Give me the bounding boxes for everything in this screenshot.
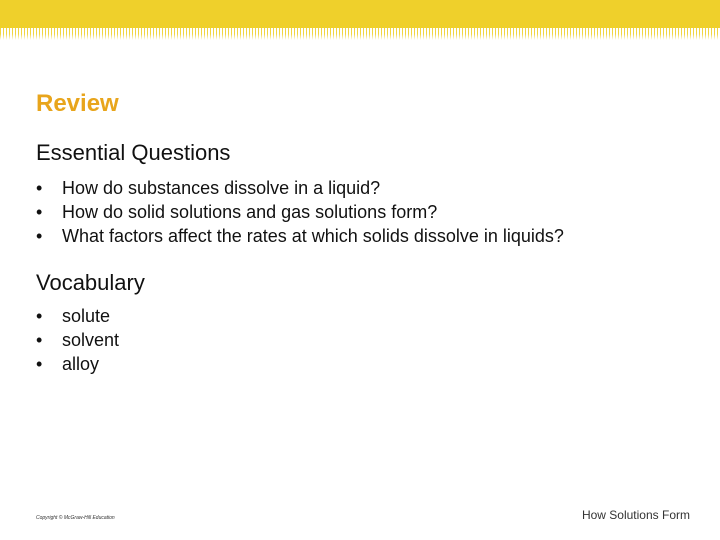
lesson-title-footer: How Solutions Form bbox=[581, 508, 690, 522]
list-item bbox=[36, 224, 564, 248]
header-accent-bar bbox=[0, 0, 720, 28]
list-item-text: solute bbox=[62, 306, 111, 326]
list-item bbox=[36, 200, 564, 224]
vocabulary-heading: Vocabulary bbox=[36, 270, 145, 295]
bullet-icon: • bbox=[36, 202, 43, 222]
list-item-text: What factors affect the rates at which solids dissolve in liquids? bbox=[62, 226, 564, 246]
slide-title: Review bbox=[36, 90, 119, 117]
list-item-text: How do substances dissolve in a liquid? bbox=[62, 178, 381, 198]
bullet-icon: • bbox=[36, 330, 43, 350]
list-item-text: solvent bbox=[62, 330, 120, 350]
list-item bbox=[36, 328, 119, 352]
list-item bbox=[36, 304, 119, 328]
list-item bbox=[36, 176, 564, 200]
copyright-notice: Copyright © McGraw-Hill Education bbox=[36, 515, 115, 521]
list-item bbox=[36, 352, 119, 376]
vocabulary-list bbox=[36, 304, 119, 376]
bullet-icon: • bbox=[36, 306, 43, 326]
header-accent-fade bbox=[0, 34, 720, 40]
bullet-icon: • bbox=[36, 178, 43, 198]
essential-questions-list bbox=[36, 176, 564, 248]
bullet-icon: • bbox=[36, 354, 43, 374]
essential-questions-heading: Essential Questions bbox=[36, 140, 231, 165]
list-item-text: How do solid solutions and gas solutions form? bbox=[62, 202, 438, 222]
list-item-text: alloy bbox=[62, 354, 100, 374]
bullet-icon: • bbox=[36, 226, 43, 246]
